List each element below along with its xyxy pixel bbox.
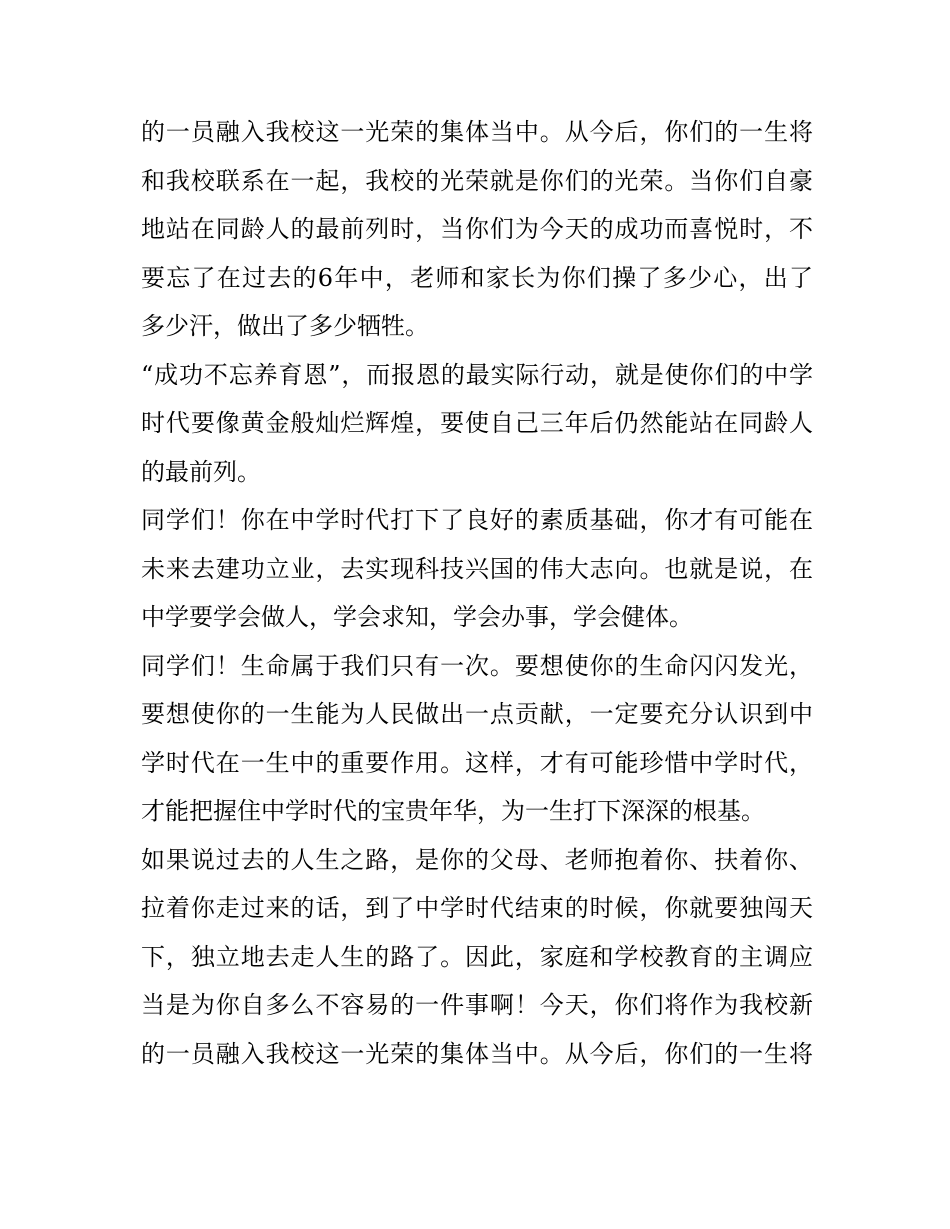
text-line: 同学们！生命属于我们只有一次。要想使你的生命闪闪发光， bbox=[141, 651, 813, 680]
text-line: 下，独立地去走人生的路了。因此，家庭和学校教育的主调应 bbox=[141, 942, 813, 971]
text-line: 未来去建功立业，去实现科技兴国的伟大志向。也就是说，在 bbox=[141, 554, 813, 583]
text-line: 学时代在一生中的重要作用。这样，才有可能珍惜中学时代， bbox=[141, 748, 813, 777]
text-line: 当是为你自多么不容易的一件事啊！今天，你们将作为我校新 bbox=[141, 991, 813, 1019]
text-line: 拉着你走过来的话，到了中学时代结束的时候，你就要独闯天 bbox=[141, 894, 813, 922]
text-line: 的一员融入我校这一光荣的集体当中。从今后，你们的一生将 bbox=[141, 118, 813, 146]
text-line: 同学们！你在中学时代打下了良好的素质基础，你才有可能在 bbox=[141, 506, 813, 534]
text-line: 才能把握住中学时代的宝贵年华，为一生打下深深的根基。 bbox=[141, 797, 765, 825]
text-line: 地站在同龄人的最前列时，当你们为今天的成功而喜悦时，不 bbox=[141, 215, 813, 243]
text-line: 如果说过去的人生之路，是你的父母、老师抱着你、扶着你、 bbox=[141, 845, 813, 874]
text-line: 的一员融入我校这一光荣的集体当中。从今后，你们的一生将 bbox=[141, 1039, 813, 1068]
text-line: “成功不忘养育恩”，而报恩的最实际行动，就是使你们的中学 bbox=[141, 360, 813, 389]
text-line: 中学要学会做人，学会求知，学会办事，学会健体。 bbox=[141, 603, 693, 631]
document-body-text bbox=[141, 108, 813, 1078]
text-line: 和我校联系在一起，我校的光荣就是你们的光荣。当你们自豪 bbox=[141, 166, 813, 195]
text-line: 多少汗，做出了多少牺牲。 bbox=[141, 312, 429, 340]
text-line: 要想使你的一生能为人民做出一点贡献，一定要充分认识到中 bbox=[141, 700, 813, 728]
text-line: 时代要像黄金般灿烂辉煌，要使自己三年后仍然能站在同龄人 bbox=[141, 409, 813, 437]
text-line: 的最前列。 bbox=[141, 457, 261, 486]
text-line: 要忘了在过去的6年中，老师和家长为你们操了多少心，出了 bbox=[141, 263, 813, 292]
